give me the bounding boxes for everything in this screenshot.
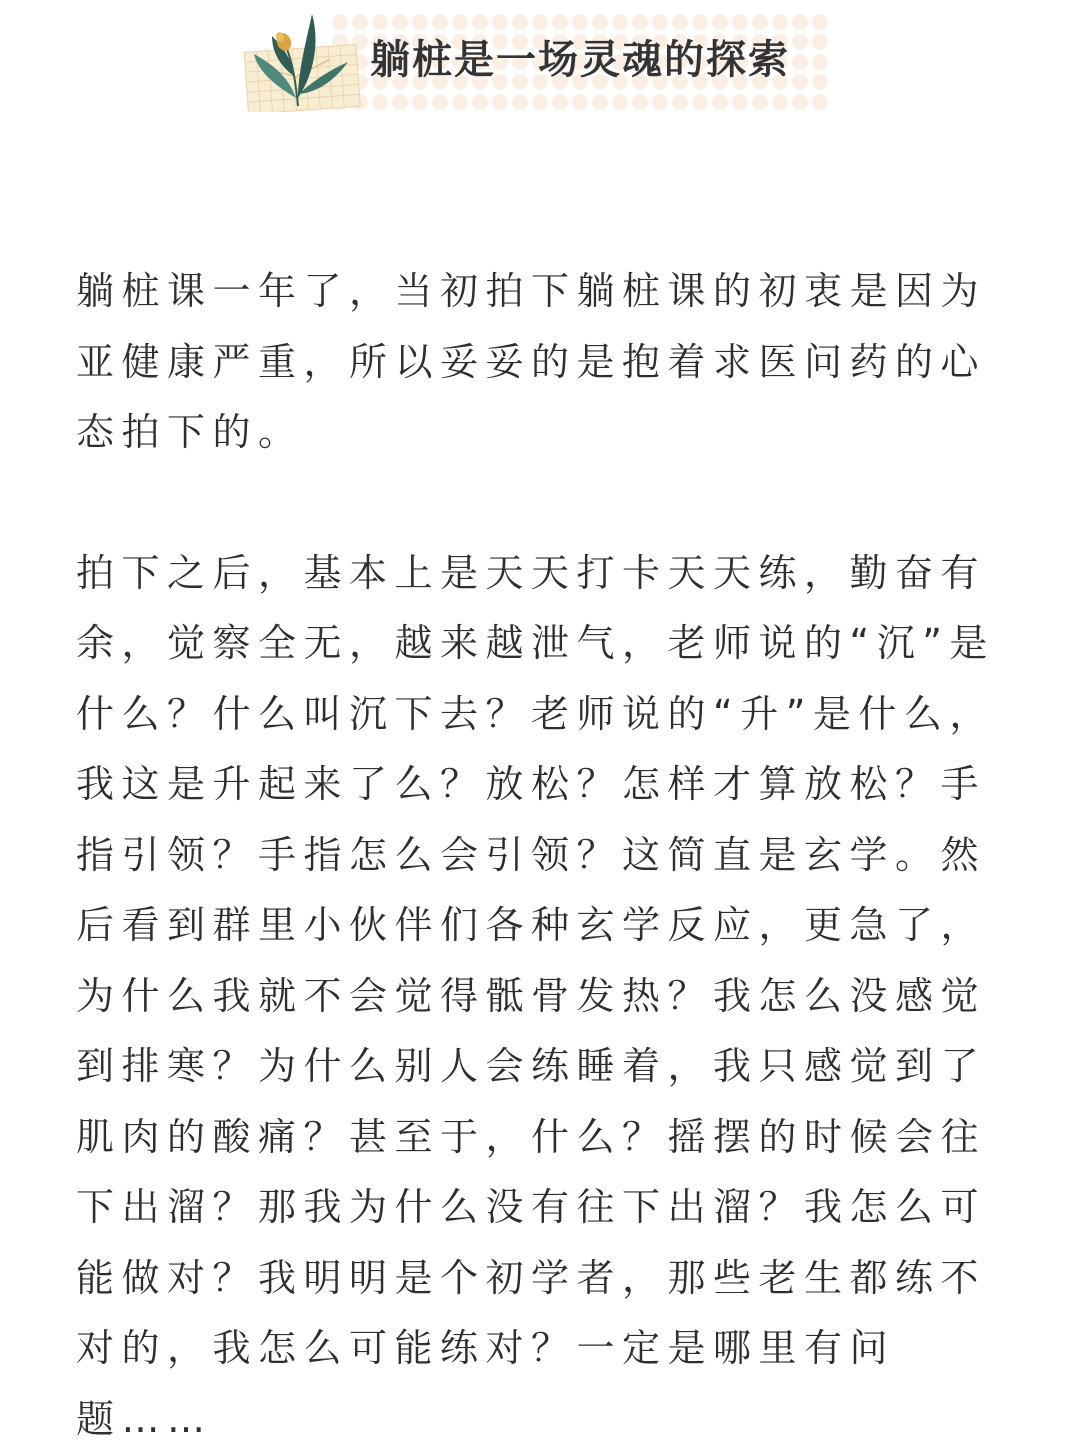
decor-dot bbox=[392, 94, 408, 110]
decor-dot bbox=[812, 14, 828, 30]
decor-dot bbox=[512, 14, 528, 30]
decor-dot bbox=[612, 94, 628, 110]
decor-dot bbox=[512, 94, 528, 110]
decor-dot bbox=[452, 14, 468, 30]
leaf-sprig-on-grid-paper-icon bbox=[236, 6, 366, 112]
decor-dot bbox=[632, 94, 648, 110]
decor-dot bbox=[572, 94, 588, 110]
decor-dot bbox=[692, 14, 708, 30]
decor-dot bbox=[672, 94, 688, 110]
decor-dot bbox=[392, 14, 408, 30]
header bbox=[0, 0, 1080, 120]
decor-dot bbox=[732, 14, 748, 30]
decor-dot bbox=[732, 94, 748, 110]
decor-dot bbox=[812, 74, 828, 90]
decor-dot bbox=[592, 14, 608, 30]
decor-dot bbox=[432, 14, 448, 30]
decor-dot bbox=[532, 14, 548, 30]
article-paragraph: 躺桩课一年了，当初拍下躺桩课的初衷是因为 亚健康严重，所以妥妥的是抱着求医问药的心 态拍下的。 bbox=[76, 256, 996, 468]
decor-dot bbox=[592, 94, 608, 110]
decor-dot bbox=[472, 14, 488, 30]
decor-dot bbox=[692, 94, 708, 110]
decor-dot bbox=[412, 94, 428, 110]
decor-dot bbox=[772, 94, 788, 110]
decor-dot bbox=[712, 14, 728, 30]
article-paragraph: 拍下之后，基本上是天天打卡天天练，勤奋有 余，觉察全无，越来越泄气，老师说的“沉”是 什么？什么叫沉下去？老师说的“升”是什么， 我这是升起来了么？放松？怎样才算放松？手 指引领？手指怎么会引领？这简直是玄学。然 后看到群里小伙伴们各种玄学反应，更急了， 为什么我就不会觉得骶骨发热？我怎么没感觉 到排寒？为什么别人会练睡着，我只感觉到了 肌肉的酸痛？甚至于，什么？摇摆的时候会往 下出溜？那我为什么没有往下出溜？我怎么可 能做对？我明明是个初学者，那些老生都练不 对的，我怎么可能练对？一定是哪里有问 题…… bbox=[76, 538, 996, 1454]
decor-dot bbox=[792, 34, 808, 50]
decor-dot bbox=[612, 14, 628, 30]
page-title: 躺桩是一场灵魂的探索 bbox=[370, 34, 790, 86]
decor-dot bbox=[772, 14, 788, 30]
decor-dot bbox=[492, 94, 508, 110]
decor-dot bbox=[532, 94, 548, 110]
decor-dot bbox=[552, 14, 568, 30]
decor-dot bbox=[572, 14, 588, 30]
decor-dot bbox=[652, 14, 668, 30]
decor-dot bbox=[792, 14, 808, 30]
decor-dot bbox=[432, 94, 448, 110]
decor-dot bbox=[372, 94, 388, 110]
decor-dot bbox=[632, 14, 648, 30]
decor-dot bbox=[712, 94, 728, 110]
decor-dot bbox=[812, 54, 828, 70]
decor-dot bbox=[452, 94, 468, 110]
decor-dot bbox=[792, 94, 808, 110]
decor-dot bbox=[792, 74, 808, 90]
decor-dot bbox=[472, 94, 488, 110]
decor-dot bbox=[672, 14, 688, 30]
decor-dot bbox=[752, 94, 768, 110]
decor-dot bbox=[412, 14, 428, 30]
decor-dot bbox=[552, 94, 568, 110]
decor-dot bbox=[812, 34, 828, 50]
decor-dot bbox=[792, 54, 808, 70]
decor-dot bbox=[652, 94, 668, 110]
decor-dot bbox=[812, 94, 828, 110]
article-body bbox=[76, 256, 996, 1454]
decor-dot bbox=[752, 14, 768, 30]
decor-dot bbox=[372, 14, 388, 30]
decor-dot bbox=[492, 14, 508, 30]
